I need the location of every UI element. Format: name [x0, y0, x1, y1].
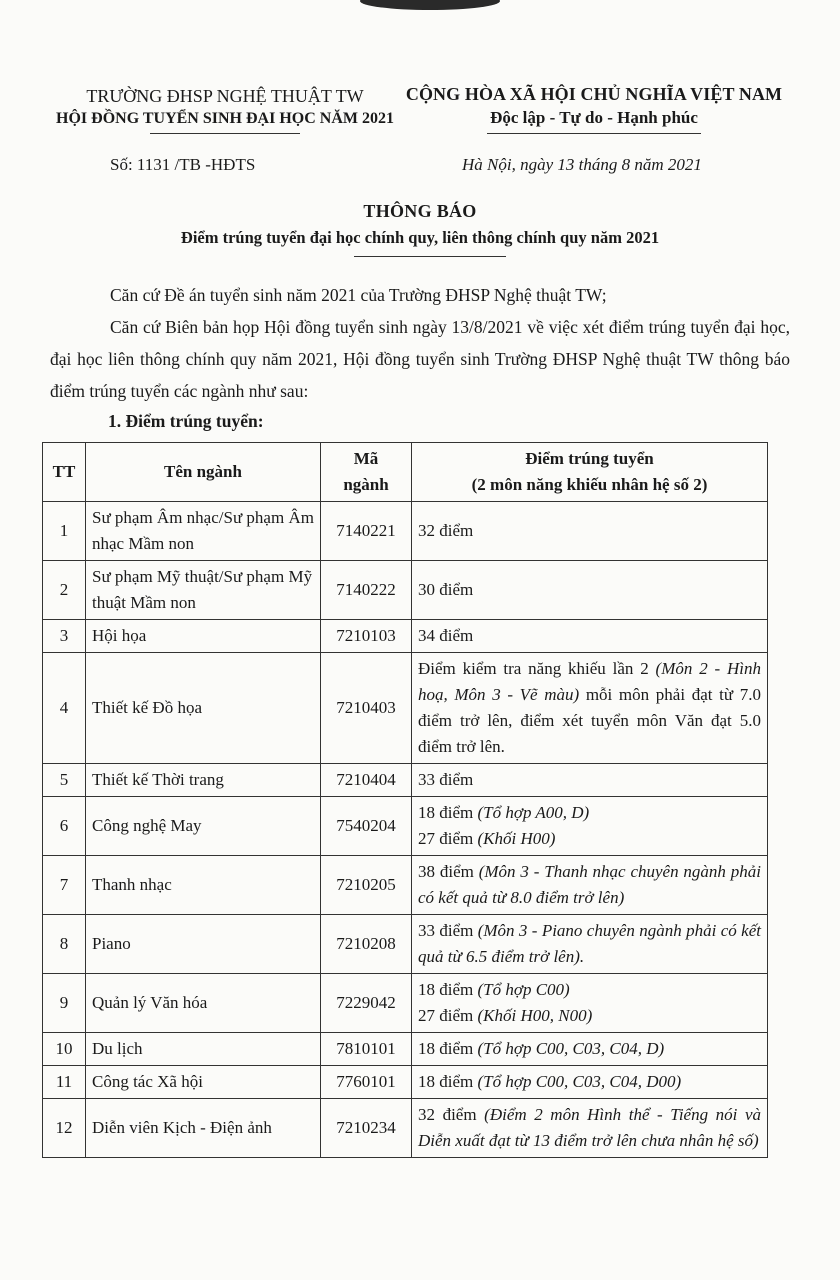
- cell-score: [412, 1066, 768, 1099]
- cell-tt: 10: [43, 1033, 86, 1066]
- paragraph-basis-1: [50, 279, 790, 311]
- table-header-row: [43, 443, 768, 502]
- header-code: [321, 443, 412, 502]
- table-row: [43, 915, 768, 974]
- cell-name: Quản lý Văn hóa: [86, 974, 321, 1033]
- cell-tt: 4: [43, 653, 86, 764]
- score-text: 33 điểm: [418, 921, 478, 940]
- cell-score: 30 điểm: [412, 561, 768, 620]
- cell-name: Thanh nhạc: [86, 856, 321, 915]
- cell-tt: 3: [43, 620, 86, 653]
- cell-name: Thiết kế Thời trang: [86, 764, 321, 797]
- cell-score: [412, 1099, 768, 1158]
- cell-tt: 6: [43, 797, 86, 856]
- cell-code: 7210403: [321, 653, 412, 764]
- header-tt: TT: [43, 443, 86, 502]
- cell-tt: 8: [43, 915, 86, 974]
- national-heading: [398, 82, 790, 134]
- cell-tt: 2: [43, 561, 86, 620]
- cell-code: 7540204: [321, 797, 412, 856]
- score-note: (Môn 2 - Hình hoạ, Môn 3 - Vẽ màu): [418, 659, 762, 704]
- issuer-block: [50, 84, 400, 134]
- admission-scores-table: [42, 442, 768, 1158]
- document-number: Số: 1131 /TB -HĐTS: [110, 155, 256, 174]
- score-text: 32 điểm: [418, 1105, 485, 1124]
- table-row: [43, 797, 768, 856]
- cell-name: Hội họa: [86, 620, 321, 653]
- school-name: TRƯỜNG ĐHSP NGHỆ THUẬT TW: [86, 86, 364, 106]
- cell-code: 7210103: [321, 620, 412, 653]
- cell-name: Công nghệ May: [86, 797, 321, 856]
- score-note: (Môn 3 - Thanh nhạc chuyên ngành phải có kết quả từ 8.0 điểm trở lên): [418, 862, 762, 907]
- cell-tt: 11: [43, 1066, 86, 1099]
- issuer-underline: [150, 133, 300, 134]
- national-motto: Độc lập - Tự do - Hạnh phúc: [490, 108, 698, 127]
- council-name: HỘI ĐỒNG TUYỂN SINH ĐẠI HỌC NĂM 2021: [56, 110, 394, 127]
- cell-tt: 9: [43, 974, 86, 1033]
- table-row: [43, 856, 768, 915]
- cell-score: [412, 1033, 768, 1066]
- score-note: (Khối H00): [477, 829, 556, 848]
- table-row: [43, 620, 768, 653]
- cell-name: Thiết kế Đồ họa: [86, 653, 321, 764]
- cell-score: [412, 915, 768, 974]
- score-text: 18 điểm: [418, 980, 478, 999]
- paragraph-text: Căn cứ Biên bản họp Hội đồng tuyển sinh ngày 13/8/2021 về việc xét điểm trúng tuyển đại học, đại học liên thông chính quy năm 2021, Hội đồng tuyển sinh Trường ĐHSP Nghệ thuật TW thông báo điểm trúng tuyển các ngành như sau:: [50, 317, 790, 401]
- cell-code: 7210234: [321, 1099, 412, 1158]
- subtitle-underline: [354, 256, 506, 257]
- cell-score: [412, 797, 768, 856]
- score-note: (Tổ hợp C00, C03, C04, D00): [477, 1072, 682, 1091]
- score-text: 18 điểm: [418, 1039, 478, 1058]
- cell-code: 7210208: [321, 915, 412, 974]
- score-note: (Khối H00, N00): [477, 1006, 593, 1025]
- cell-name: Sư phạm Âm nhạc/Sư phạm Âm nhạc Mầm non: [86, 502, 321, 561]
- table-row: [43, 974, 768, 1033]
- motto-underline: [487, 133, 701, 134]
- notice-title: THÔNG BÁO: [363, 201, 477, 221]
- paragraph-text: Căn cứ Đề án tuyển sinh năm 2021 của Trường ĐHSP Nghệ thuật TW;: [110, 285, 607, 305]
- cell-code: 7229042: [321, 974, 412, 1033]
- table-row: [43, 1099, 768, 1158]
- paragraph-basis-2: [50, 311, 790, 407]
- cell-code: 7210404: [321, 764, 412, 797]
- table-row: [43, 1033, 768, 1066]
- score-text: mỗi môn phải đạt từ 7.0 điểm trở lên, điểm xét tuyển môn Văn đạt 5.0 điểm trở lên.: [418, 685, 761, 756]
- cell-code: 7210205: [321, 856, 412, 915]
- table-row: [43, 561, 768, 620]
- score-text: 18 điểm: [418, 803, 478, 822]
- table-row: [43, 653, 768, 764]
- cell-name: Diễn viên Kịch - Điện ảnh: [86, 1099, 321, 1158]
- cell-score: 33 điểm: [412, 764, 768, 797]
- header-code-line2: ngành: [343, 475, 389, 494]
- cell-tt: 5: [43, 764, 86, 797]
- cell-code: 7810101: [321, 1033, 412, 1066]
- cell-tt: 7: [43, 856, 86, 915]
- cell-code: 7140221: [321, 502, 412, 561]
- republic-title: CỘNG HÒA XÃ HỘI CHỦ NGHĨA VIỆT NAM: [405, 84, 783, 104]
- score-note: (Môn 3 - Piano chuyên ngành phải có kết quả từ 6.5 điểm trở lên).: [418, 921, 761, 966]
- cell-tt: 12: [43, 1099, 86, 1158]
- cell-score: [412, 653, 768, 764]
- cell-name: Sư phạm Mỹ thuật/Sư phạm Mỹ thuật Mầm non: [86, 561, 321, 620]
- score-note: (Điểm 2 môn Hình thể - Tiếng nói và Diễn xuất đạt từ 13 điểm trở lên chưa nhân hệ số): [418, 1105, 761, 1150]
- notice-subtitle: Điểm trúng tuyển đại học chính quy, liên thông chính quy năm 2021: [180, 228, 660, 247]
- cell-code: 7760101: [321, 1066, 412, 1099]
- section-heading: 1. Điểm trúng tuyển:: [108, 411, 264, 431]
- header-score-line2: (2 môn năng khiếu nhân hệ số 2): [471, 475, 708, 494]
- score-text: 18 điểm: [418, 1072, 478, 1091]
- cell-score: 32 điểm: [412, 502, 768, 561]
- header-score: [412, 443, 768, 502]
- place-date: Hà Nội, ngày 13 tháng 8 năm 2021: [462, 155, 702, 174]
- cell-name: Du lịch: [86, 1033, 321, 1066]
- cell-score: [412, 974, 768, 1033]
- table-row: [43, 764, 768, 797]
- header-code-line1: Mã: [353, 449, 379, 468]
- score-text: Điểm kiểm tra năng khiếu lần 2: [418, 659, 656, 678]
- score-text: 38 điểm: [418, 862, 479, 881]
- score-note: (Tổ hợp C00, C03, C04, D): [477, 1039, 665, 1058]
- score-note: (Tổ hợp C00): [477, 980, 570, 999]
- cell-code: 7140222: [321, 561, 412, 620]
- cell-tt: 1: [43, 502, 86, 561]
- score-note: (Tổ hợp A00, D): [477, 803, 590, 822]
- binder-clip-shadow: [360, 0, 500, 10]
- table-row: [43, 502, 768, 561]
- header-name: Tên ngành: [86, 443, 321, 502]
- cell-name: Piano: [86, 915, 321, 974]
- score-text: 27 điểm: [418, 829, 478, 848]
- score-text: 27 điểm: [418, 1006, 478, 1025]
- cell-name: Công tác Xã hội: [86, 1066, 321, 1099]
- table-row: [43, 1066, 768, 1099]
- header-score-line1: Điểm trúng tuyển: [525, 449, 654, 468]
- cell-score: [412, 856, 768, 915]
- cell-score: 34 điểm: [412, 620, 768, 653]
